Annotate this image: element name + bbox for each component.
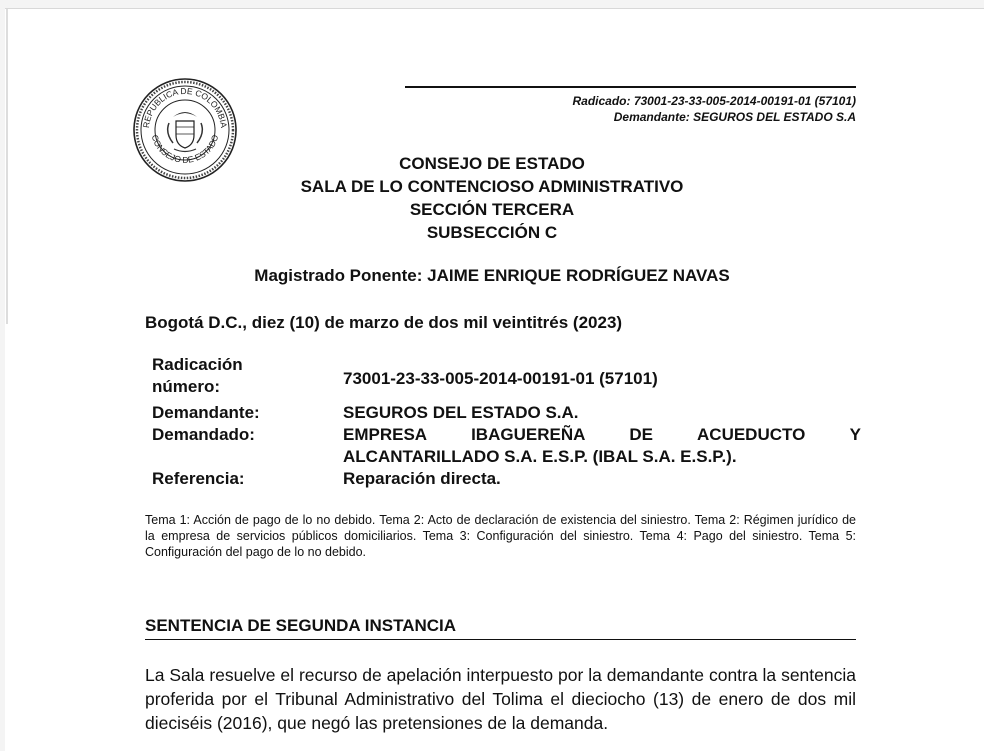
header-rule (405, 86, 856, 88)
demandante-label: Demandante: (152, 403, 260, 422)
demandante-value: SEGUROS DEL ESTADO S.A. (343, 403, 579, 422)
section-title: SENTENCIA DE SEGUNDA INSTANCIA (145, 616, 856, 640)
seal-top-text: REPUBLICA DE COLOMBIA (140, 85, 230, 129)
header-demandante: Demandante: SEGUROS DEL ESTADO S.A (613, 110, 856, 124)
court-subsection: SUBSECCIÓN C (426, 223, 558, 242)
court-name: CONSEJO DE ESTADO (399, 154, 585, 173)
radicacion-value: 73001-23-33-005-2014-00191-01 (57101) (343, 369, 658, 388)
demandado-value-1: EMPRESA IBAGUEREÑA DE ACUEDUCTO Y (343, 425, 861, 444)
radicacion-label-1: Radicación (152, 355, 243, 374)
referencia-value: Reparación directa. (343, 469, 501, 488)
header-radicado: Radicado: 73001-23-33-005-2014-00191-01 (57101) (572, 94, 856, 108)
date-line: Bogotá D.C., diez (10) de marzo de dos mil veintitrés (2023) (145, 313, 623, 332)
temas-paragraph: Tema 1: Acción de pago de lo no debido. Tema 2: Acto de declaración de existencia del siniestro. Tema 2: Régimen jurídico de la empresa de servicios públicos domiciliarios. Tema 3: Configuración del siniestro. Tema 4: Pago del siniestro. Tema 5: Configuración del pago de lo no debido. (145, 513, 856, 559)
radicacion-label-2: número: (152, 377, 220, 396)
referencia-label: Referencia: (152, 469, 245, 488)
court-section: SECCIÓN TERCERA (409, 200, 575, 219)
seal-bottom-text: CONSEJO DE ESTADO (149, 133, 221, 165)
magistrado-ponente: Magistrado Ponente: JAIME ENRIQUE RODRÍGUEZ NAVAS (254, 266, 730, 285)
demandado-value-2: ALCANTARILLADO S.A. E.S.P. (IBAL S.A. E.S.P.). (343, 447, 737, 466)
demandado-label: Demandado: (152, 425, 255, 444)
court-chamber: SALA DE LO CONTENCIOSO ADMINISTRATIVO (300, 177, 684, 196)
body-paragraph: La Sala resuelve el recurso de apelación interpuesto por la demandante contra la sentencia proferida por el Tribunal Administrativo del Tolima el dieciocho (13) de enero de dos mil dieciséis (2016), que negó las pretensiones de la demanda. (145, 665, 856, 733)
